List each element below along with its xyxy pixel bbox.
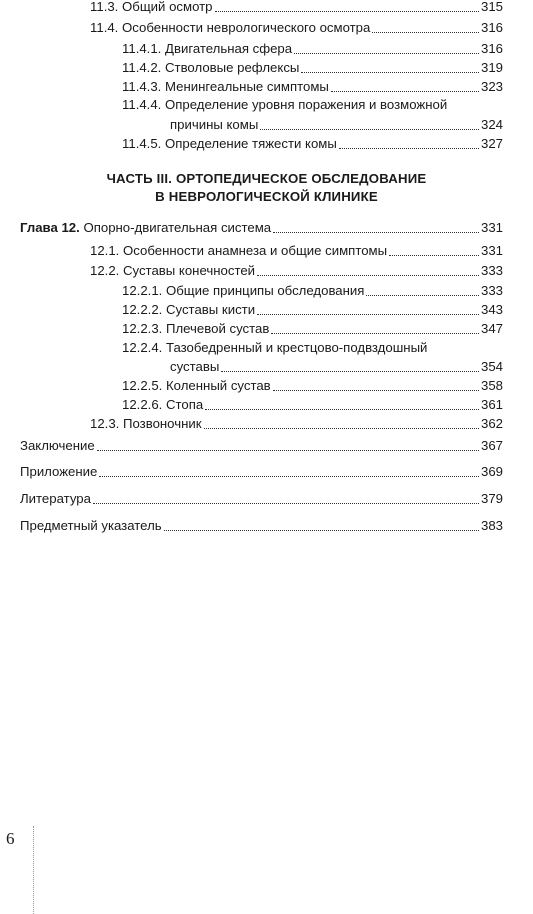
- toc-entry-12-2[interactable]: [90, 262, 503, 280]
- toc-entry-page: 315: [480, 0, 503, 14]
- toc-entry-11-4-5[interactable]: [122, 135, 503, 153]
- dot-leader: [221, 371, 479, 372]
- page-number: 6: [6, 829, 15, 848]
- toc-entry-label: 12.2.2. Суставы кисти: [122, 302, 256, 317]
- dot-leader: [205, 409, 479, 410]
- toc-entry-page: 319: [480, 60, 503, 75]
- toc-entry-page: 333: [480, 263, 503, 278]
- toc-entry-page: 362: [480, 416, 503, 431]
- toc-entry-11-4-3[interactable]: [122, 78, 503, 96]
- toc-entry-label: 11.4. Особенности неврологического осмотра: [90, 20, 371, 35]
- dot-leader: [366, 295, 479, 296]
- toc-entry-label: 11.3. Общий осмотр: [90, 0, 213, 14]
- toc-entry-11-4-4-line1[interactable]: 11.4.4. Определение уровня поражения и возможной: [122, 97, 448, 112]
- toc-entry-page: 333: [480, 283, 503, 298]
- dot-leader: [372, 32, 479, 33]
- toc-entry-page: 323: [480, 79, 503, 94]
- toc-entry-label: 11.4.3. Менингеальные симптомы: [122, 79, 329, 94]
- toc-entry-11-4-2[interactable]: [122, 59, 503, 77]
- dot-leader: [389, 255, 479, 256]
- toc-entry-12-2-3[interactable]: [122, 320, 503, 338]
- toc-entry-11-3[interactable]: [90, 0, 503, 16]
- chapter-label: Опорно-двигательная система: [79, 220, 272, 235]
- dot-leader: [97, 450, 479, 451]
- toc-entry-11-4[interactable]: [90, 19, 503, 37]
- toc-entry-page: 361: [480, 397, 503, 412]
- toc-entry-label: 12.2.3. Плечевой сустав: [122, 321, 270, 336]
- dot-leader: [339, 148, 479, 149]
- toc-entry-page: 327: [480, 136, 503, 151]
- toc-entry-page: 316: [480, 20, 503, 35]
- margin-dotted-rule: [33, 826, 34, 914]
- toc-entry-12-2-1[interactable]: [122, 282, 503, 300]
- toc-entry-page: 331: [480, 243, 503, 258]
- dot-leader: [273, 232, 479, 233]
- toc-entry-12-2-2[interactable]: [122, 301, 503, 319]
- dot-leader: [215, 11, 479, 12]
- toc-entry-label: 11.4.5. Определение тяжести комы: [122, 136, 337, 151]
- part-title-line1: ЧАСТЬ III. ОРТОПЕДИЧЕСКОЕ ОБСЛЕДОВАНИЕ: [106, 171, 427, 186]
- toc-entry-label: Литература: [20, 491, 91, 506]
- toc-entry-label: суставы: [170, 359, 220, 374]
- dot-leader: [294, 53, 479, 54]
- dot-leader: [331, 91, 479, 92]
- chapter-prefix: Глава 12.: [20, 220, 80, 235]
- toc-entry-label: 12.1. Особенности анамнеза и общие симптомы: [90, 243, 388, 258]
- dot-leader: [257, 314, 479, 315]
- toc-entry-label: 12.2.5. Коленный сустав: [122, 378, 271, 393]
- toc-entry-label: 12.2.1. Общие принципы обследования: [122, 283, 365, 298]
- dot-leader: [204, 428, 479, 429]
- toc-entry-page: 343: [480, 302, 503, 317]
- part-title-line2: В НЕВРОЛОГИЧЕСКОЙ КЛИНИКЕ: [155, 189, 378, 204]
- toc-entry-12-2-5[interactable]: [122, 377, 503, 395]
- toc-entry-page: 383: [480, 518, 503, 533]
- dot-leader: [271, 333, 479, 334]
- toc-entry-label: Приложение: [20, 464, 98, 479]
- toc-entry-page: 358: [480, 378, 503, 393]
- toc-entry-page: 369: [480, 464, 503, 479]
- toc-entry-label: причины комы: [170, 117, 259, 132]
- dot-leader: [260, 129, 479, 130]
- toc-entry-subject-index[interactable]: [20, 517, 503, 535]
- toc-entry-appendix[interactable]: [20, 463, 503, 481]
- toc-entry-11-4-1[interactable]: [122, 40, 503, 58]
- toc-entry-12-2-4-line1[interactable]: 12.2.4. Тазобедренный и крестцово-подвздошный: [122, 340, 428, 355]
- toc-entry-12-3[interactable]: [90, 415, 503, 433]
- toc-entry-label: Заключение: [20, 438, 95, 453]
- dot-leader: [93, 503, 479, 504]
- toc-entry-label: 12.2.6. Стопа: [122, 397, 204, 412]
- toc-chapter-title: [20, 219, 271, 237]
- toc-entry-label: 12.2. Суставы конечностей: [90, 263, 256, 278]
- toc-entry-label: 12.3. Позвоночник: [90, 416, 202, 431]
- toc-entry-page: 347: [480, 321, 503, 336]
- toc-entry-page: 324: [480, 117, 503, 132]
- toc-entry-label: 11.4.2. Стволовые рефлексы: [122, 60, 300, 75]
- toc-entry-conclusion[interactable]: [20, 437, 503, 455]
- toc-entry-label: Предметный указатель: [20, 518, 162, 533]
- toc-entry-12-1[interactable]: [90, 242, 503, 260]
- toc-entry-page: 354: [480, 359, 503, 374]
- toc-entry-11-4-4[interactable]: [170, 116, 503, 134]
- toc-entry-page: 379: [480, 491, 503, 506]
- dot-leader: [164, 530, 479, 531]
- toc-entry-page: 367: [480, 438, 503, 453]
- toc-chapter-12[interactable]: [20, 219, 503, 237]
- dot-leader: [99, 476, 479, 477]
- toc-entry-12-2-4[interactable]: [170, 358, 503, 376]
- toc-entry-page: 316: [480, 41, 503, 56]
- toc-entry-12-2-6[interactable]: [122, 396, 503, 414]
- toc-entry-literature[interactable]: [20, 490, 503, 508]
- dot-leader: [257, 275, 479, 276]
- dot-leader: [273, 390, 479, 391]
- dot-leader: [301, 72, 479, 73]
- toc-entry-label: 11.4.1. Двигательная сфера: [122, 41, 293, 56]
- toc-entry-page: 331: [480, 220, 503, 235]
